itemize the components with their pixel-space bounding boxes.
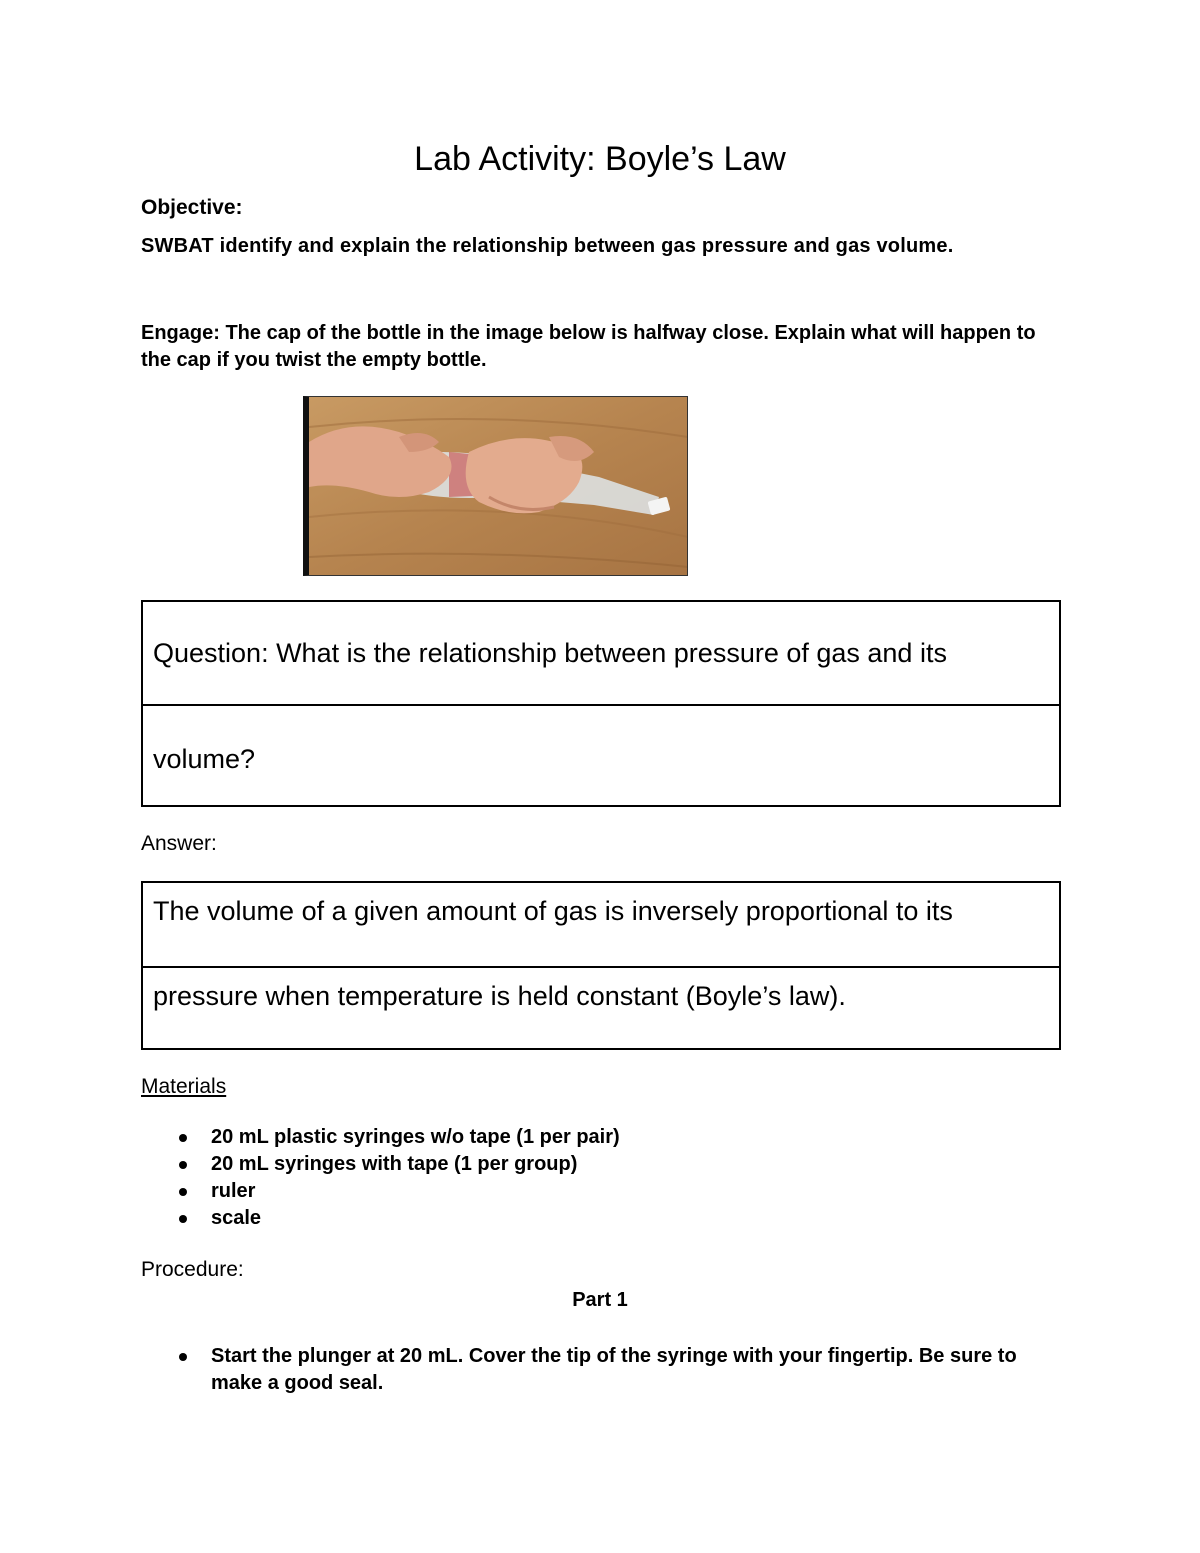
procedure-steps [141,1343,1061,1397]
bullet-icon [179,1161,187,1169]
bottle-twist-photo [303,396,688,576]
answer-label: Answer: [141,832,217,855]
bullet-icon [179,1353,187,1361]
answer-line-1: The volume of a given amount of gas is inversely proportional to its [153,896,953,926]
engage-prompt: Engage: The cap of the bottle in the image below is halfway close. Explain what will happen to the cap if you twist the empty bottle. [141,322,1036,371]
procedure-heading: Procedure: [141,1258,244,1281]
list-item: Start the plunger at 20 mL. Cover the tip of the syringe with your fingertip. Be sure to make a good seal. [141,1343,1061,1397]
bullet-icon [179,1215,187,1223]
materials-list [141,1124,620,1232]
question-line-1: Question: What is the relationship between pressure of gas and its [153,638,947,668]
bullet-icon [179,1134,187,1142]
page-title: Lab Activity: Boyle’s Law [414,140,786,178]
answer-box [141,881,1061,1050]
list-item: 20 mL syringes with tape (1 per group) [141,1151,620,1178]
question-line-2: volume? [153,744,256,774]
objective-text: SWBAT identify and explain the relationship between gas pressure and gas volume. [141,235,954,257]
question-box [141,600,1061,807]
list-item: 20 mL plastic syringes w/o tape (1 per pair) [141,1124,620,1151]
part-heading: Part 1 [572,1289,628,1311]
bullet-icon [179,1188,187,1196]
answer-line-2: pressure when temperature is held constant (Boyle’s law). [153,981,846,1011]
list-item: scale [141,1205,620,1232]
objective-heading: Objective: [141,196,243,219]
list-item: ruler [141,1178,620,1205]
materials-heading: Materials [141,1075,227,1098]
